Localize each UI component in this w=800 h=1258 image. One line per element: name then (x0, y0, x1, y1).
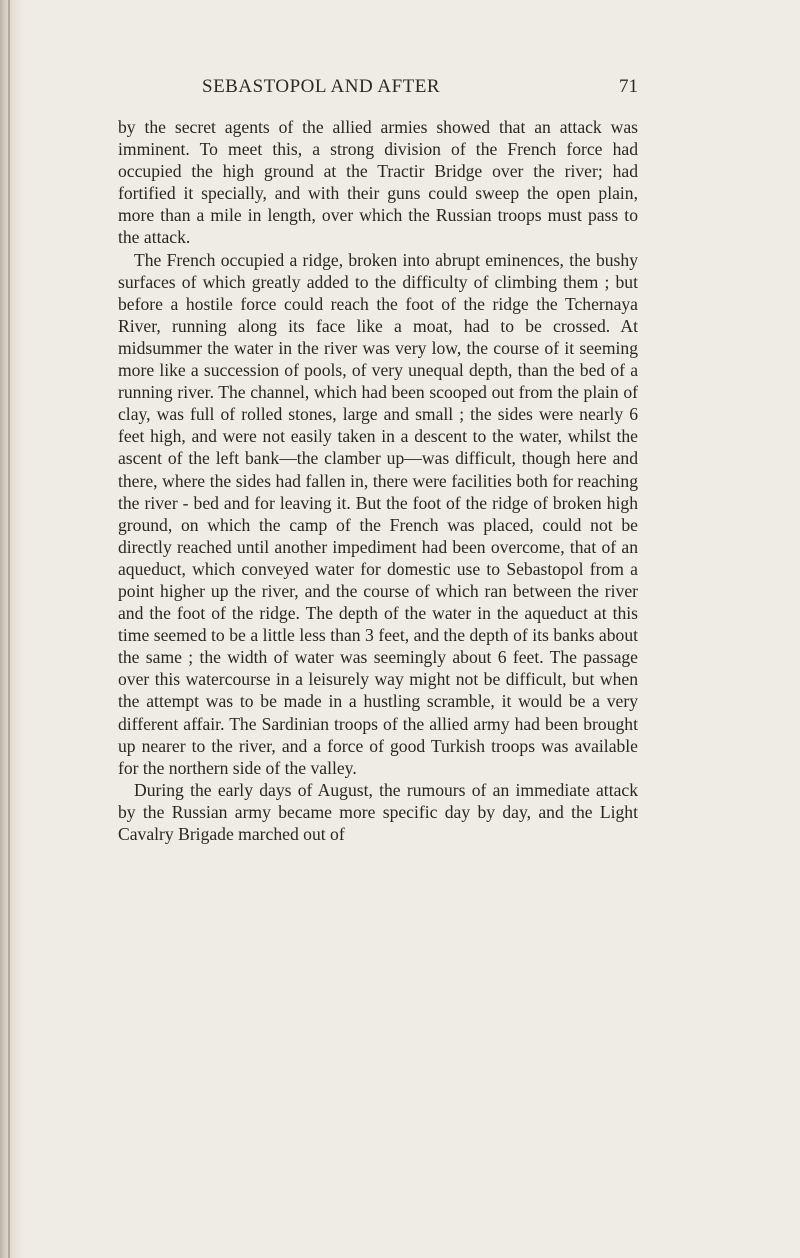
binding-shadow-line (8, 0, 10, 1258)
book-page (118, 76, 638, 845)
paragraph: During the early days of August, the rumours of an immediate attack by the Russian army became more specific day by day, and the Light Cavalry Brigade marched out of (118, 779, 638, 844)
running-head (118, 76, 638, 106)
running-head-title: SEBASTOPOL AND AFTER (202, 76, 441, 97)
body-text (118, 116, 638, 845)
page-number: 71 (619, 76, 638, 97)
paragraph: The French occupied a ridge, broken into abrupt eminences, the bushy surfaces of which greatly added to the difficulty of climbing them ; but before a hostile force could reach the foot of the ridge the Tchernaya River, running along its face like a moat, had to be crossed. At midsummer the water in the river was very low, the course of it seeming more like a succession of pools, of very unequal depth, than the bed of a running river. The channel, which had been scooped out from the plain of clay, was full of rolled stones, large and small ; the sides were nearly 6 feet high, and were not easily taken in a descent to the water, whilst the ascent of the left bank—the clamber up—was difficult, though here and there, where the sides had fallen in, there were facilities both for reaching the river - bed and for leaving it. But the foot of the ridge of broken high ground, on which the camp of the French was placed, could not be directly reached until another impediment had been overcome, that of an aqueduct, which conveyed water for domestic use to Sebastopol from a point higher up the river, and the course of which ran between the river and the foot of the ridge. The depth of the water in the aqueduct at this time seemed to be a little less than 3 feet, and the depth of its banks about the same ; the width of water was seemingly about 6 feet. The passage over this watercourse in a leisurely way might not be difficult, but when the attempt was to be made in a hustling scramble, it would be a very different affair. The Sardinian troops of the allied army had been brought up nearer to the river, and a force of good Turkish troops was available for the northern side of the valley. (118, 249, 638, 778)
paragraph-continued: by the secret agents of the allied armies showed that an attack was imminent. To meet this, a strong division of the French force had occupied the high ground at the Tractir Bridge over the river; had fortified it specially, and with their guns could sweep the open plain, more than a mile in length, over which the Russian troops must pass to the attack. (118, 117, 638, 248)
book-binding-edge (0, 0, 24, 1258)
